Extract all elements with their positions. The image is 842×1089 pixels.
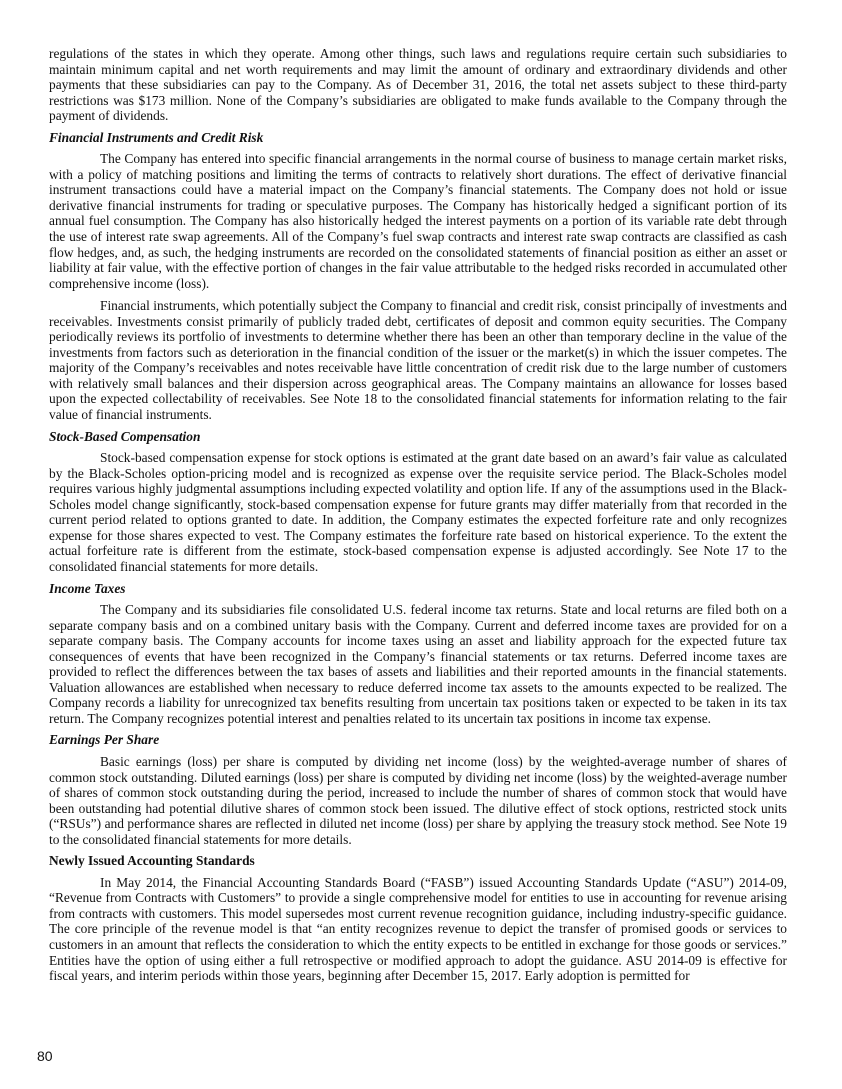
paragraph-financial-arrangements: The Company has entered into specific financial arrangements in the normal course of business to manage certain market risks, with a policy of matching positions and limiting the terms of contracts to relatively short durations. The effect of derivative financial instrument transactions could have a material impact on the Company’s financial statements. The Company does not hold or issue derivative financial instruments for trading or speculative purposes. The Company has historically hedged a significant portion of its annual fuel consumption. The Company has also historically hedged the interest payments on a portion of its variable rate debt through the use of interest rate swap agreements. All of the Company’s fuel swap contracts and interest rate swap contracts are classified as cash flow hedges, and, as such, the hedging instruments are recorded on the consolidated statements of financial position as either an asset or liability at fair value, with the effective portion of changes in the fair value attributable to the hedged risks recorded in accumulated other comprehensive income (loss). (49, 151, 787, 291)
heading-newly-issued-standards: Newly Issued Accounting Standards (49, 853, 255, 869)
paragraph-stock-based-compensation: Stock-based compensation expense for stock options is estimated at the grant date based on an award’s fair value as calculated by the Black-Scholes option-pricing model and is recognized as expense over the requisite service period. The Black-Scholes model requires various highly judgmental assumptions including expected volatility and option life. If any of the assumptions used in the Black-Scholes model change significantly, stock-based compensation expense for future grants may differ materially from that recorded in the current period related to options granted to date. In addition, the Company estimates the expected forfeiture rate and only recognizes expense for those shares expected to vest. The Company estimates the forfeiture rate based on historical experience. To the extent the actual forfeiture rate is different from the estimate, stock-based compensation expense is adjusted accordingly. See Note 17 to the consolidated financial statements for more details. (49, 450, 787, 574)
paragraph-credit-risk: Financial instruments, which potentially subject the Company to financial and credit risk, consist principally of investments and receivables. Investments consist primarily of publicly traded debt, certificates of deposit and common equity securities. The Company periodically reviews its portfolio of investments to determine whether there has been an other than temporary decline in the value of the investments from factors such as deterioration in the financial condition of the issuer or the market(s) in which the issuer competes. The majority of the Company’s receivables and notes receivable have little concentration of credit risk due to the large number of customers with relatively small balances and their dispersion across geographical areas. The Company maintains an allowance for losses based upon the expected collectability of receivables. See Note 18 to the consolidated financial statements for information relating to the fair value of financial instruments. (49, 298, 787, 423)
heading-financial-instruments: Financial Instruments and Credit Risk (49, 129, 264, 145)
heading-stock-based-compensation: Stock-Based Compensation (49, 428, 201, 444)
document-body (49, 46, 787, 984)
heading-earnings-per-share: Earnings Per Share (49, 732, 160, 748)
paragraph-earnings-per-share: Basic earnings (loss) per share is computed by dividing net income (loss) by the weighted-average number of shares of common stock outstanding. Diluted earnings (loss) per share is computed by dividing net income (loss) by the weighted-average number of shares of common stock outstanding during the period, increased to include the number of shares of common stock that would have been outstanding had potential dilutive shares of common stock been issued. The dilutive effect of stock options, restricted stock units (“RSUs”) and performance shares are reflected in diluted net income (loss) per share by applying the treasury stock method. See Note 19 to the consolidated financial statements for more details. (49, 753, 787, 847)
paragraph-dividend-restrictions: regulations of the states in which they operate. Among other things, such laws and regulations require certain such subsidiaries to maintain minimum capital and net worth requirements and may limit the amount of ordinary and extraordinary dividends and other payments that these subsidiaries can pay to the Company. As of December 31, 2016, the total net assets subject to these third-party restrictions was $173 million. None of the Company’s subsidiaries are obligated to make funds available to the Company through the payment of dividends. (49, 46, 787, 124)
heading-income-taxes: Income Taxes (49, 580, 126, 596)
paragraph-income-taxes: The Company and its subsidiaries file consolidated U.S. federal income tax returns. State and local returns are filed both on a separate company basis and on a combined unitary basis with the Company. Current and deferred income taxes are provided for on a separate company basis. The Company accounts for income taxes using an asset and liability approach for the expected future tax consequences of events that have been recognized in the Company’s financial statements or tax returns. Deferred income taxes are provided to reflect the differences between the tax bases of assets and liabilities and their reported amounts in the financial statements. Valuation allowances are established when necessary to reduce deferred income tax assets to the amounts expected to be realized. The Company records a liability for unrecognized tax benefits resulting from uncertain tax positions taken or expected to be taken in its tax return. The Company recognizes potential interest and penalties related to its uncertain tax positions in income tax expense. (49, 602, 787, 726)
paragraph-newly-issued-standards: In May 2014, the Financial Accounting Standards Board (“FASB”) issued Accounting Standards Update (“ASU”) 2014-09, “Revenue from Contracts with Customers” to provide a single comprehensive model for entities to use in accounting for revenue arising from contracts with customers. This model supersedes most current revenue recognition guidance, including industry-specific guidance. The core principle of the revenue model is that “an entity recognizes revenue to depict the transfer of promised goods or services to customers in an amount that reflects the consideration to which the entity expects to be entitled in exchange for those goods or services.” Entities have the option of using either a full retrospective or modified approach to adopt the guidance. ASU 2014-09 is effective for fiscal years, and interim periods within those years, beginning after December 15, 2017. Early adoption is permitted for (49, 874, 787, 984)
page-number: 80 (37, 1048, 53, 1064)
